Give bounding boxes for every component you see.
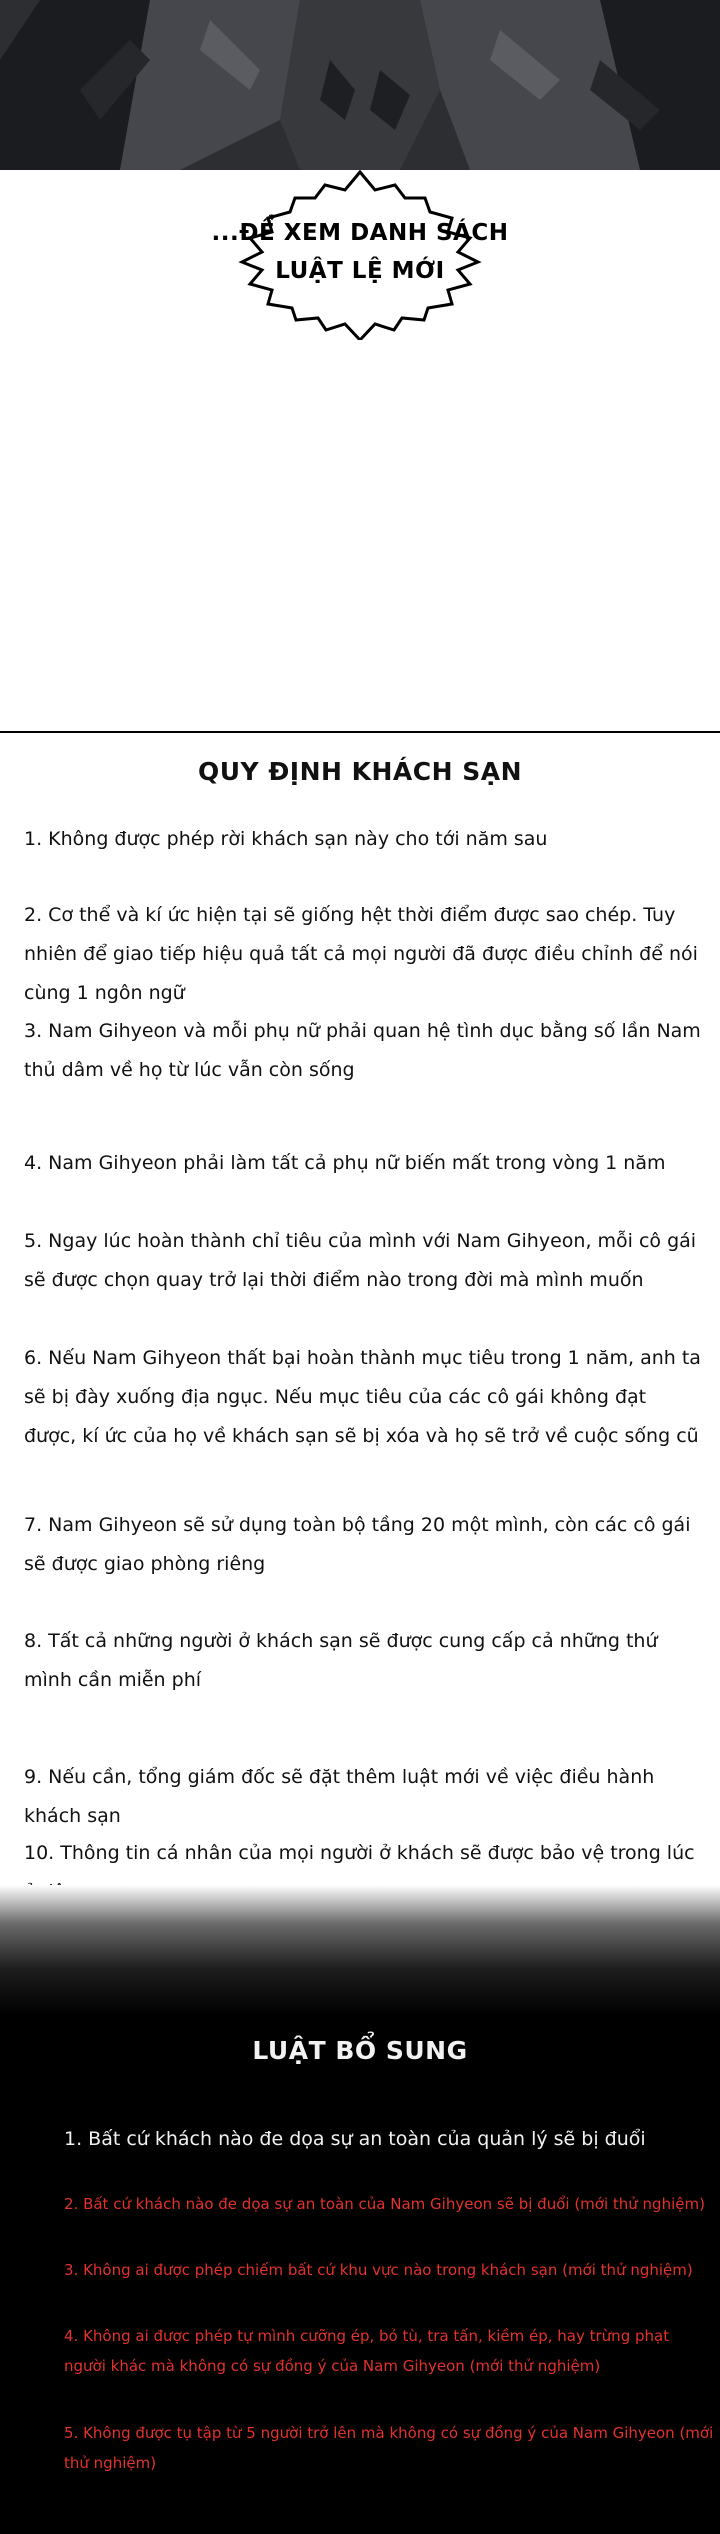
speech-bubble [0, 0, 720, 340]
rule-item-10: 10. Thông tin cá nhân của mọi người ở khách sẽ được bảo vệ trong lúc [24, 1842, 695, 1864]
extra-rules-title: LUẬT BỔ SUNG [252, 2036, 468, 2065]
rule-item-9: 9. Nếu cần, tổng giám đốc sẽ đặt thêm luật mới về việc điều hành khách sạn [24, 1766, 655, 1827]
speech-bubble-line-1: ...ĐỂ XEM DANH SÁCH [211, 220, 509, 246]
extra-rule-item-2: 2. Bất cứ khách nào đe dọa sự an toàn của Nam Gihyeon sẽ bị đuổi (mới thử nghiệm) [64, 2195, 705, 2213]
rule-item-7: 7. Nam Gihyeon sẽ sử dụng toàn bộ tầng 20 một mình, còn các cô gái sẽ được giao phòng riêng [24, 1514, 691, 1575]
rules-title: QUY ĐỊNH KHÁCH SẠN [197, 757, 523, 786]
rule-item-1: 1. Không được phép rời khách sạn này cho tới năm sau [24, 828, 548, 850]
rule-item-6: 6. Nếu Nam Gihyeon thất bại hoàn thành mục tiêu trong 1 năm, anh ta sẽ bị đày xuống địa ngục. Nếu mục tiêu của các cô gái không đạt được, kí ức của họ về khách sạn sẽ bị xóa và họ sẽ trở về cuộc sống cũ [24, 1347, 701, 1447]
speech-bubble-line-2: LUẬT LỆ MỚI [275, 258, 445, 284]
extra-rule-item-5: 5. Không được tụ tập từ 5 người trở lên mà không có sự đồng ý của Nam Gihyeon (mới thử nghiệm) [64, 2424, 714, 2472]
rule-item-2: 2. Cơ thể và kí ức hiện tại sẽ giống hệt thời điểm được sao chép. Tuy nhiên để giao tiếp hiệu quả tất cả mọi người đã được điều chỉnh để nói cùng 1 ngôn ngữ [24, 904, 698, 1004]
rule-item-3: 3. Nam Gihyeon và mỗi phụ nữ phải quan hệ tình dục bằng số lần Nam thủ dâm về họ từ lúc vẫn còn sống [24, 1020, 701, 1081]
extra-rule-item-3: 3. Không ai được phép chiếm bất cứ khu vực nào trong khách sạn (mới thử nghiệm) [64, 2261, 693, 2279]
extra-rule-item-4: 4. Không ai được phép tự mình cưỡng ép, bỏ tù, tra tấn, kiềm ép, hay trừng phạt người khác mà không có sự đồng ý của Nam Gihyeon (mới thử nghiệm) [64, 2327, 670, 2375]
section-divider [0, 731, 720, 733]
rule-item-5: 5. Ngay lúc hoàn thành chỉ tiêu của mình với Nam Gihyeon, mỗi cô gái sẽ được chọn quay trở lại thời điểm nào trong đời mà mình muốn [24, 1230, 697, 1291]
rule-item-8: 8. Tất cả những người ở khách sạn sẽ được cung cấp cả những thứ mình cần miễn phí [24, 1630, 658, 1691]
extra-rule-item-1: 1. Bất cứ khách nào đe dọa sự an toàn của quản lý sẽ bị đuổi [64, 2128, 646, 2150]
rule-item-4: 4. Nam Gihyeon phải làm tất cả phụ nữ biến mất trong vòng 1 năm [24, 1152, 666, 1174]
